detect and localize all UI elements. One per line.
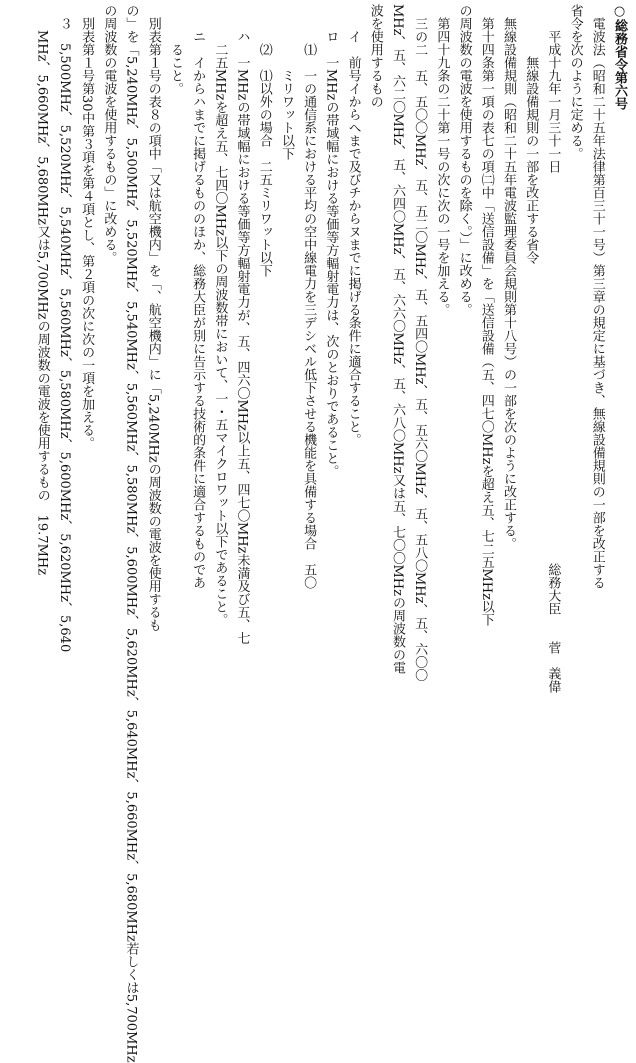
subitem-ni: ニ イからハまでに掲げるもののほか、総務大臣が別に告示する技術的条件に適合するものであ — [190, 30, 206, 589]
amendment-text-line: 第四十九条の二十第一号の次に次の一号を加える。 — [434, 17, 450, 316]
table-row-3-cont: MHz、5,660MHz、5,680MHz又は5,700MHzの周波数の電波を使用するもの 19.7MHz — [34, 30, 50, 576]
document-page — [6, 4, 630, 1063]
subitem-ha: ハ 一MHzの帯域幅における等価等方輻射電力が、五、四六〇MHz以上五、四七〇MHz未満及び五、七 — [234, 30, 250, 645]
ordinance-title: 無線設備規則の一部を改正する省令 — [523, 56, 539, 264]
ordinance-heading: ○総務省令第六号 — [612, 4, 627, 110]
date-and-signature-line — [541, 4, 563, 693]
amendment-text-line: 第十四条第一項の表七の項㈡中「送信設備」を「送信設備（五、四七〇MHzを超え五、七二五MHz以下 — [478, 17, 494, 626]
amendment-text-line: 無線設備規則（昭和二十五年電波監理委員会規則第十八号）の一部を次のように改正する。 — [500, 17, 516, 550]
appendix-amendment-line: 別表第１号第30中第３項を第４項とし、第２項の次に次の一項を加える。 — [79, 17, 95, 450]
minister-title: 総務大臣 — [545, 563, 561, 615]
preamble-line: 電波法（昭和二十五年法律第百三十一号）第三章の規定に基づき、無線設備規則の一部を改正する — [589, 17, 605, 589]
subitem-ro-2: ⑵ ⑴以外の場合 二五ミリワット以下 — [256, 43, 272, 277]
item-3-2-line: 波を使用するもの — [367, 4, 383, 108]
appendix-amendment-line: 別表第１号の表８の項中「又は航空機内」を「、航空機内」に「5,240MHzの周波数の電波を使用するも — [145, 17, 161, 632]
subitem-ro-1: ⑴ 一の通信系における平均の空中線電力を三デシベル低下させる機能を具備する場合 五〇 — [301, 43, 317, 589]
minister-name: 菅 義偉 — [545, 641, 561, 693]
subitem-ha-cont: 二五MHzを超え五、七四〇MHz以下の周波数帯において、一・五マイクロワット以下であること。 — [212, 43, 228, 626]
enactment-date: 平成十九年一月三十一日 — [545, 30, 561, 173]
appendix-amendment-line: の周波数の電波を使用するもの」に改める。 — [101, 4, 117, 264]
subitem-ro: ロ 一MHzの帯域幅における等価等方輻射電力は、次のとおりであること。 — [323, 30, 339, 478]
appendix-amendment-line: の」を「5,240MHz、5,500MHz、5,520MHz、5,540MHz、5,560MHz、5,580MHz、5,600MHz、5,620MHz、5,640MHz、5,660MHz、5,680MHz若しくは5,700MHz — [123, 4, 139, 1063]
subitem-ni-cont: ること。 — [167, 43, 183, 95]
preamble-line: 省令を次のように定める。 — [567, 4, 583, 160]
item-3-2-line: MHz、五、六二〇MHz、五、六四〇MHz、五、六六〇MHz、五、六八〇MHz又は五、七〇〇MHzの周波数の電 — [389, 4, 405, 674]
table-row-3: ３ 5,500MHz、5,520MHz、5,540MHz、5,560MHz、5,580MHz、5,600MHz、5,620MHz、5,640 — [56, 17, 72, 653]
amendment-text-line: の周波数の電波を使用するものを除く。）」に改める。 — [456, 4, 472, 316]
item-3-2-line: 三の二 五、五〇〇MHz、五、五二〇MHz、五、五四〇MHz、五、五六〇MHz、五、五八〇MHz、五、六〇〇 — [412, 17, 428, 682]
subitem-ro-1-cont: ミリワット以下 — [278, 69, 294, 160]
subitem-i: イ 前号イからへまで及びチからヌまでに掲げる条件に適合すること。 — [345, 30, 361, 446]
